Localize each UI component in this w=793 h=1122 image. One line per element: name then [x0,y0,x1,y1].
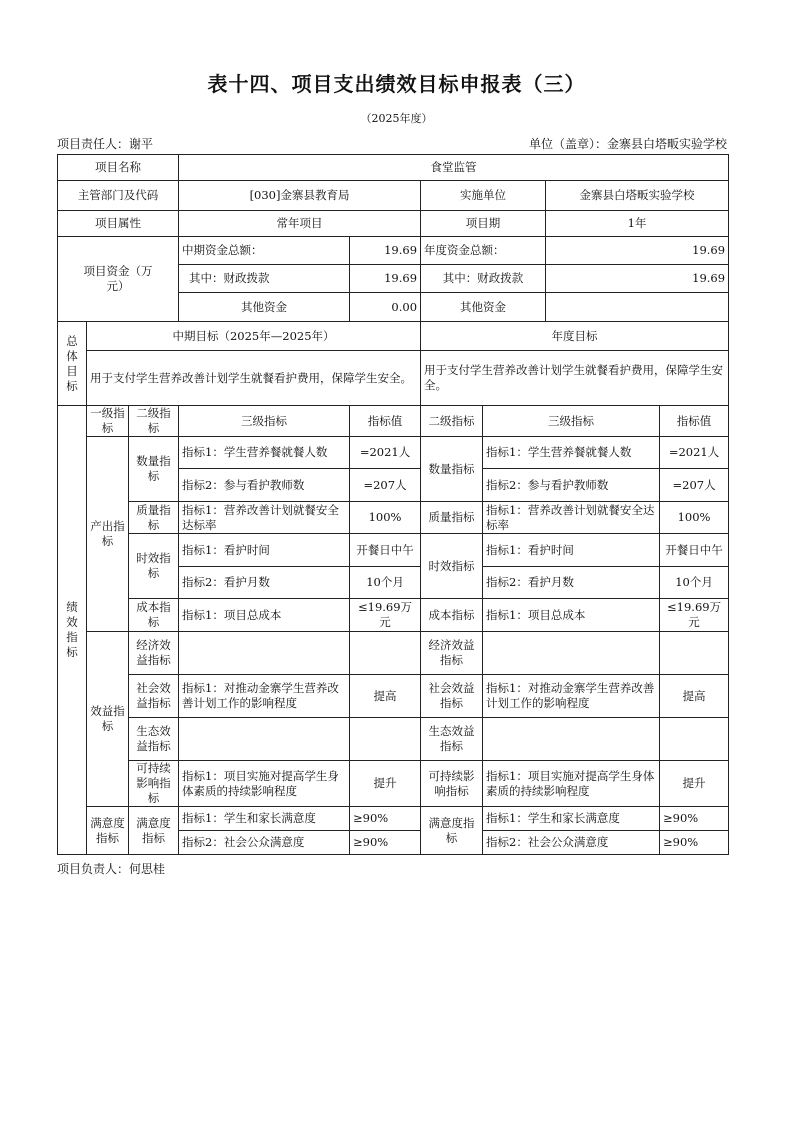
timeliness-indicator-1: 指标1：看护时间 [179,534,350,567]
satisfaction-label-right: 满意度指标 [421,807,483,855]
year-other-label: 其他资金 [421,293,546,322]
timeliness-indicator-2-right: 指标2：看护月数 [483,567,660,599]
ecological-benefit-label: 生态效益指标 [129,718,179,761]
year-fiscal-label: 其中：财政拨款 [421,265,546,293]
quantity-indicator-2-value: =207人 [350,469,421,502]
quantity-indicator-1-value-right: =2021人 [660,437,729,469]
quantity-indicator-2-right: 指标2：参与看护教师数 [483,469,660,502]
satisfaction-indicator-2-value-right: ≥90% [660,831,729,855]
quantity-indicator-1-value: =2021人 [350,437,421,469]
impl-value: 金寨县白塔畈实验学校 [546,181,729,211]
quality-indicator-1-right: 指标1：营养改善计划就餐安全达标率 [483,502,660,534]
satisfaction-indicator-1-right: 指标1：学生和家长满意度 [483,807,660,831]
timeliness-indicator-1-right: 指标1：看护时间 [483,534,660,567]
economic-benefit-value-right [660,632,729,675]
mid-total-value: 19.69 [350,237,421,265]
satisfaction-indicator-1: 指标1：学生和家长满意度 [179,807,350,831]
header-level2: 二级指标 [129,406,179,437]
mid-goal-text: 用于支付学生营养改善计划学生就餐看护费用，保障学生安全。 [87,351,421,406]
benefit-indicator-label: 效益指标 [87,632,129,807]
economic-benefit-indicator [179,632,350,675]
timeliness-indicator-1-value: 开餐日中午 [350,534,421,567]
attr-label: 项目属性 [58,211,179,237]
quality-indicator-1: 指标1：营养改善计划就餐安全达标率 [179,502,350,534]
cost-indicator-1-value-right: ≤19.69万元 [660,599,729,632]
year-total-label: 年度资金总额： [421,237,546,265]
timeliness-indicator-2-value-right: 10个月 [660,567,729,599]
performance-target-table [57,154,729,855]
page-title: 表十四、项目支出绩效目标申报表（三） [207,72,586,96]
quantity-indicator-1: 指标1：学生营养餐就餐人数 [179,437,350,469]
header-level2-right: 二级指标 [421,406,483,437]
economic-benefit-label: 经济效益指标 [129,632,179,675]
impl-label: 实施单位 [421,181,546,211]
social-benefit-indicator-1-value-right: 提高 [660,675,729,718]
ecological-benefit-indicator-right [483,718,660,761]
satisfaction-indicator-2: 指标2：社会公众满意度 [179,831,350,855]
year-total-value: 19.69 [546,237,729,265]
unit-stamp: 单位（盖章）：金寨县白塔畈实验学校 [528,137,727,151]
attr-value: 常年项目 [179,211,421,237]
quality-indicator-1-value: 100% [350,502,421,534]
mid-goal-header: 中期目标（2025年—2025年） [87,322,421,351]
ecological-benefit-value-right [660,718,729,761]
header-level3-right: 三级指标 [483,406,660,437]
mid-fiscal-label: 其中：财政拨款 [179,265,350,293]
project-name-value: 食堂监管 [179,155,729,181]
social-benefit-label-right: 社会效益指标 [421,675,483,718]
header-value-right: 指标值 [660,406,729,437]
cost-indicator-1-right: 指标1：项目总成本 [483,599,660,632]
economic-benefit-indicator-right [483,632,660,675]
overall-goal-label: 总体目标 [58,322,87,406]
satisfaction-indicator-2-value: ≥90% [350,831,421,855]
sustainable-impact-label-right: 可持续影响指标 [421,761,483,807]
timeliness-indicator-1-value-right: 开餐日中午 [660,534,729,567]
sustainable-impact-indicator-1: 指标1：项目实施对提高学生身体素质的持续影响程度 [179,761,350,807]
sustainable-impact-label: 可持续影响指标 [129,761,179,807]
social-benefit-indicator-1: 指标1：对推动金寨学生营养改善计划工作的影响程度 [179,675,350,718]
period-value: 1年 [546,211,729,237]
quantity-indicator-2-value-right: =207人 [660,469,729,502]
mid-fiscal-value: 19.69 [350,265,421,293]
economic-benefit-label-right: 经济效益指标 [421,632,483,675]
year-fiscal-value: 19.69 [546,265,729,293]
satisfaction-indicator-label: 满意度指标 [87,807,129,855]
quality-label: 质量指标 [129,502,179,534]
timeliness-indicator-2: 指标2：看护月数 [179,567,350,599]
ecological-benefit-value [350,718,421,761]
cost-label: 成本指标 [129,599,179,632]
satisfaction-label: 满意度指标 [129,807,179,855]
quantity-indicator-2: 指标2：参与看护教师数 [179,469,350,502]
social-benefit-indicator-1-right: 指标1：对推动金寨学生营养改善计划工作的影响程度 [483,675,660,718]
header-level3: 三级指标 [179,406,350,437]
cost-label-right: 成本指标 [421,599,483,632]
year-other-value [546,293,729,322]
social-benefit-label: 社会效益指标 [129,675,179,718]
mid-total-label: 中期资金总额： [179,237,350,265]
sustainable-impact-indicator-1-value-right: 提升 [660,761,729,807]
sustainable-impact-indicator-1-value: 提升 [350,761,421,807]
report-year: （2025年度） [360,112,433,125]
satisfaction-indicator-1-value: ≥90% [350,807,421,831]
funds-label: 项目资金（万元） [58,237,179,322]
period-label: 项目期 [421,211,546,237]
ecological-benefit-indicator [179,718,350,761]
mid-other-label: 其他资金 [179,293,350,322]
satisfaction-indicator-1-value-right: ≥90% [660,807,729,831]
header-level1: 一级指标 [87,406,129,437]
timeliness-label: 时效指标 [129,534,179,599]
sustainable-impact-indicator-1-right: 指标1：项目实施对提高学生身体素质的持续影响程度 [483,761,660,807]
timeliness-label-right: 时效指标 [421,534,483,599]
quantity-label: 数量指标 [129,437,179,502]
project-responsible: 项目责任人：谢平 [57,137,154,151]
satisfaction-indicator-2-right: 指标2：社会公众满意度 [483,831,660,855]
economic-benefit-value [350,632,421,675]
quality-indicator-1-value-right: 100% [660,502,729,534]
social-benefit-indicator-1-value: 提高 [350,675,421,718]
project-leader: 项目负责人：何思桂 [57,862,166,876]
quality-label-right: 质量指标 [421,502,483,534]
performance-label: 绩效指标 [58,406,87,855]
dept-value: [030]金寨县教育局 [179,181,421,211]
year-goal-text: 用于支付学生营养改善计划学生就餐看护费用，保障学生安全。 [421,351,729,406]
quantity-label-right: 数量指标 [421,437,483,502]
cost-indicator-1: 指标1：项目总成本 [179,599,350,632]
timeliness-indicator-2-value: 10个月 [350,567,421,599]
year-goal-header: 年度目标 [421,322,729,351]
header-value: 指标值 [350,406,421,437]
mid-other-value: 0.00 [350,293,421,322]
project-name-label: 项目名称 [58,155,179,181]
cost-indicator-1-value: ≤19.69万元 [350,599,421,632]
ecological-benefit-label-right: 生态效益指标 [421,718,483,761]
quantity-indicator-1-right: 指标1：学生营养餐就餐人数 [483,437,660,469]
dept-label: 主管部门及代码 [58,181,179,211]
output-indicator-label: 产出指标 [87,437,129,632]
